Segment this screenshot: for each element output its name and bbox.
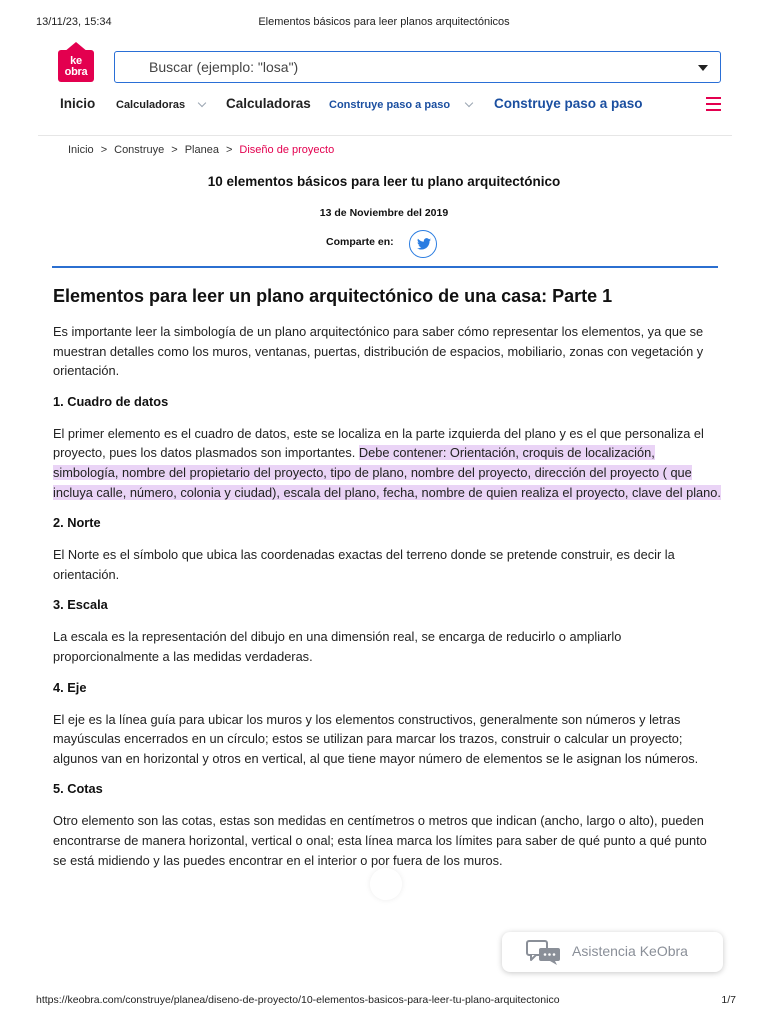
assistance-chat-button[interactable] <box>502 932 723 972</box>
nav-calculadoras-link[interactable]: Calculadoras <box>226 96 311 111</box>
breadcrumb-item-diseno[interactable]: Diseño de proyecto <box>239 144 335 156</box>
subheading-norte: 2. Norte <box>53 515 101 531</box>
header-divider <box>38 135 732 136</box>
print-datetime: 13/11/23, 15:34 <box>36 16 112 28</box>
subheading-escala: 3. Escala <box>53 597 108 613</box>
article-title: 10 elementos básicos para leer tu plano arquitectónico <box>207 174 561 189</box>
nav-construye-dropdown[interactable]: Construye paso a paso <box>329 99 451 111</box>
article-date: 13 de Noviembre del 2019 <box>319 207 449 219</box>
breadcrumb-separator: > <box>225 144 233 156</box>
highlighted-text: Debe contener: Orientación, croquis de localización, simbología, nombre del propietario del proyecto, tipo de plano, nombre del proyecto, dirección del proyecto ( que incluya calle, número, colonia y ciudad), escala del plano, fecha, nombre de quien realiza el proyecto, clave del plano. <box>53 445 721 500</box>
article-body <box>53 284 721 882</box>
paragraph-cuadro-de-datos <box>53 424 721 502</box>
share-label: Comparte en: <box>326 236 394 248</box>
nav-home-link[interactable]: Inicio <box>60 96 96 111</box>
breadcrumb-item-construye[interactable]: Construye <box>114 144 165 156</box>
subheading-cotas: 5. Cotas <box>53 781 103 797</box>
nav-calculadoras-dropdown[interactable]: Calculadoras <box>116 99 186 111</box>
breadcrumb-item-planea[interactable]: Planea <box>184 144 219 156</box>
assistance-label: Asistencia KeObra <box>572 943 688 959</box>
paragraph-cotas: Otro elemento son las cotas, estas son medidas en centímetros o metros que indican (ancho, largo o alto), pueden encontrarse de manera horizontal, vertical o onal; esta línea marca los límites para saber de qué punto a qué punto se está midiendo y las puedes encontrar en el interior o por fuera de los muros. <box>53 813 707 868</box>
keobra-logo[interactable] <box>58 50 94 82</box>
chat-bubbles-icon <box>526 940 562 966</box>
search-input[interactable] <box>149 57 669 77</box>
intro-paragraph: Es importante leer la simbología de un plano arquitectónico para saber cómo representar los elementos, ya que se muestran detalles como los muros, ventanas, puertas, distribución de espacios, mobiliario, zonas con vegetación y orientación. <box>53 324 704 379</box>
paragraph-eje: El eje es la línea guía para ubicar los muros y los elementos constructivos, generalmente son números y letras mayúsculas encerrados en un círculo; estos se utilizan para marcar los trazos, construir o calcular un proyecto; algunos van en horizontal y otros en vertical, al que tiene mayor número de elementos se le asignan los números. <box>53 711 699 766</box>
chevron-down-icon[interactable] <box>465 99 473 107</box>
breadcrumb <box>68 144 338 156</box>
chevron-down-icon[interactable] <box>698 65 708 71</box>
nav-construye-link[interactable]: Construye paso a paso <box>494 96 643 111</box>
twitter-icon <box>417 238 431 250</box>
title-divider <box>52 266 718 268</box>
paragraph-norte: El Norte es el símbolo que ubica las coordenadas exactas del terreno donde se pretende construir, es decir la orientación. <box>53 547 675 582</box>
breadcrumb-separator: > <box>100 144 108 156</box>
main-nav <box>0 96 768 118</box>
subheading-eje: 4. Eje <box>53 679 87 695</box>
section-heading: Elementos para leer un plano arquitectónico de una casa: Parte 1 <box>53 286 613 306</box>
print-doc-title: Elementos básicos para leer planos arquitectónicos <box>258 16 510 28</box>
hamburger-menu-icon[interactable] <box>706 97 721 111</box>
logo-line-1: ke <box>70 55 82 67</box>
paragraph-text: El primer elemento es el cuadro de datos, este se localiza en la parte izquierda del plano y es el que personaliza el proyecto, pues los datos plasmados son importantes. <box>53 425 704 461</box>
print-url: https://keobra.com/construye/planea/diseno-de-proyecto/10-elementos-basicos-para-leer-tu-plano-arquitectonico <box>36 994 560 1006</box>
breadcrumb-item-inicio[interactable]: Inicio <box>68 144 94 156</box>
paragraph-escala: La escala es la representación del dibujo en una dimensión real, se encarga de reducirlo o ampliarlo proporcionalmente a las medidas verdaderas. <box>53 629 622 664</box>
logo-line-2: obra <box>64 66 88 78</box>
chevron-down-icon[interactable] <box>198 99 206 107</box>
breadcrumb-separator: > <box>171 144 178 156</box>
print-header <box>0 16 768 30</box>
search-bar[interactable] <box>114 51 721 83</box>
subheading-cuadro-de-datos: 1. Cuadro de datos <box>53 393 169 409</box>
twitter-share-button[interactable] <box>409 230 437 258</box>
print-page-number: 1/7 <box>721 994 736 1006</box>
floating-overlay <box>370 868 402 900</box>
